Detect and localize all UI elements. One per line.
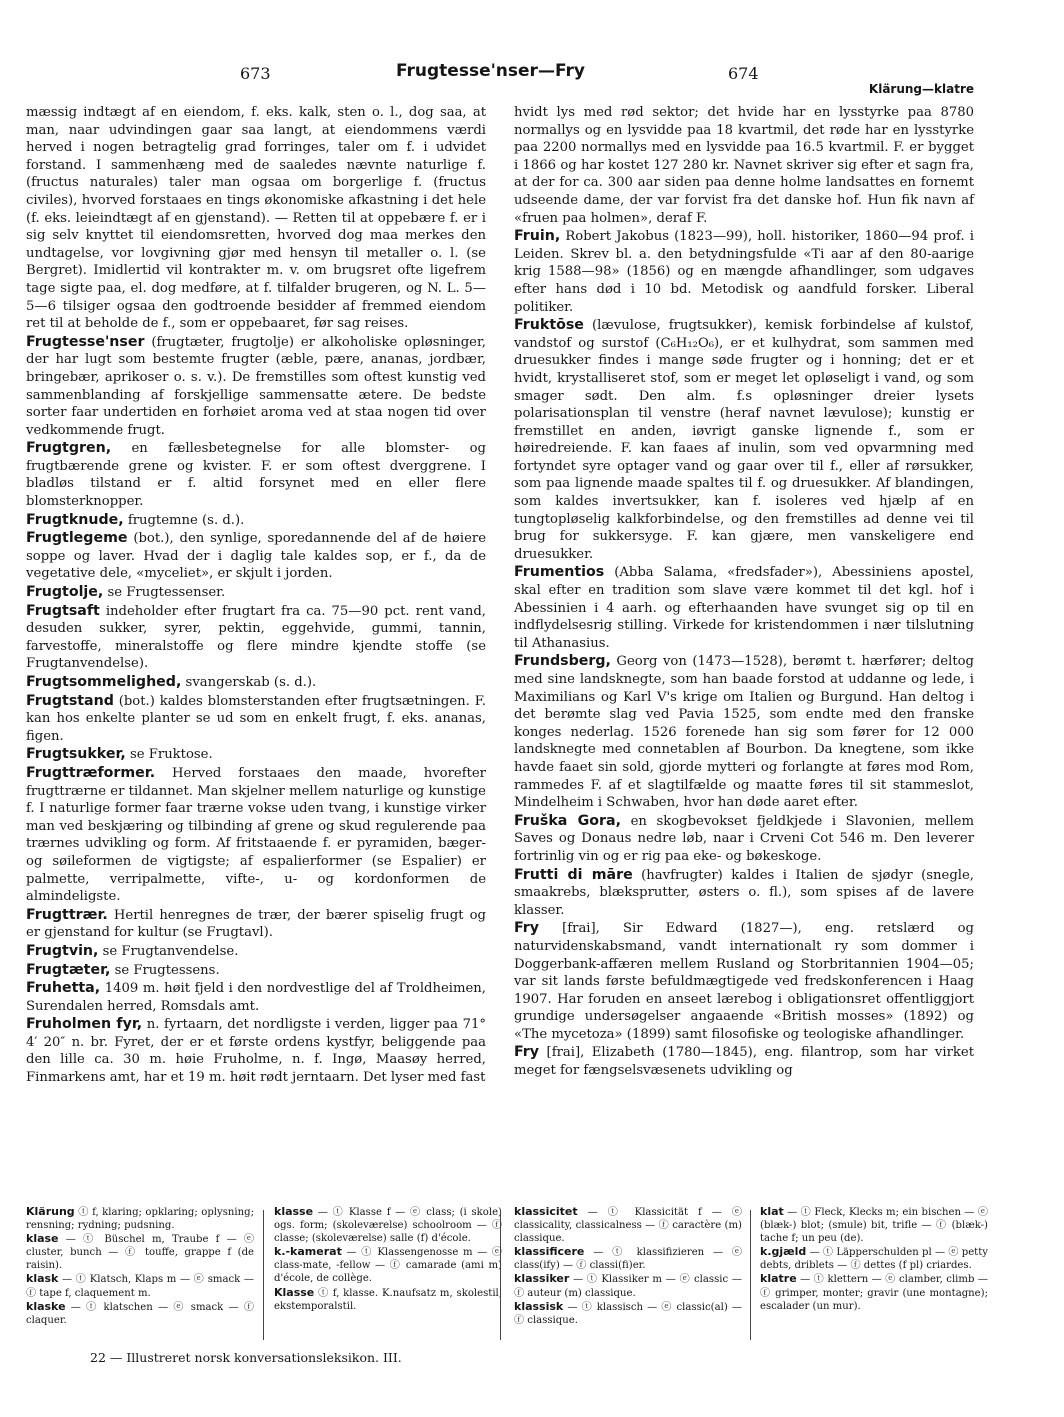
entry (514, 653, 974, 811)
entry-text: — ⓣ Fleck, Klecks m; ein bischen — ⓔ (blæk-) blot; (smule) bit, trifle — ⓕ (blæk-) tache f; un peu (de). (760, 1207, 988, 1245)
entry-headword: Frumentios (514, 564, 605, 581)
entry-text: Hertil henregnes de trær, der bærer spiselig frugt og er gjenstand for kultur (se Frugtavl). (26, 907, 486, 941)
header-title: Frugtesse'nser—Fry (396, 61, 585, 81)
entry (760, 1272, 988, 1312)
entry-text: [frai], Sir Edward (1827—), eng. retslærd og naturvidenskabsmand, vandt internationalt ry som dommer i Doggerbank-affæren mellem Rusland og Storbritannien 1904—05; var sit lands første befuldmægtigede ved fredskonferencen i Haag 1907. Har foruden en anseet lærebog i obligationsret offentliggjort grundige undersøgelser angaaende «British mosses» (1892) og «The mycetoza» (1899) samt filosofiske og teologiske afhandlinger. (514, 921, 974, 1042)
entry-text: se Fruktose. (125, 747, 213, 763)
entry-text: indeholder efter frugtart fra ca. 75—90 pct. rent vand, desuden sukker, syrer, pektin, eggehvide, gummi, tannin, farvestoffe, mineralstoffe og flere mindre kjendte stoffe (se Frugtanvendelse). (26, 603, 486, 672)
entry-headword: klassiker (514, 1272, 570, 1286)
entry (514, 1245, 742, 1272)
entry-text: en fællesbetegnelse for alle blomster- og frugtbærende grene og kvister. F. er som oftest dverggrene. I bladløs tilstand er f. altid forsynet med en eller flere blomsterknopper. (26, 441, 486, 510)
entry (274, 1245, 502, 1285)
entry-headword: klatre (760, 1272, 797, 1286)
entry-headword: Frundsberg, (514, 653, 611, 670)
entry-text: Georg von (1473—1528), berømt t. hærfører; deltog med sine landsknegte, som han baade forstod at uddanne og lede, i Maximilians og Karl V's krige om Italien og Burgund. Han deltog i det berømte slag ved Pavia 1525, som endte med den franske konges nederlag. 1526 forenede han sig som fører for 12 000 landsknegte med connetablen af Bourbon. Da knegtene, som ikke havde faaet sin sold, gjorde mytteri og forlangte at føres mod Rom, rammedes F. af et slagtilfælde og maatte føres til sit stammeslot, Mindelheim i Schwaben, hvor han døde aaret efter. (514, 654, 974, 811)
entry-text: frugtemne (s. d.). (123, 512, 245, 528)
entry (274, 1286, 502, 1313)
entry-text: [frai], Elizabeth (1780—1845), eng. filantrop, som har virket meget for fængselsvæsenets udvikling og (514, 1045, 974, 1079)
entry-text: en skogbevokset fjeldkjede i Slavonien, mellem Saves og Donaus nedre løb, naar i Crveni Cot 546 m. Den leverer fortrinlig vin og er rig paa eke- og bøkeskoge. (514, 813, 974, 864)
entry (26, 674, 486, 692)
entry-text: (Abba Salama, «fredsfader»), Abessiniens apostel, skal efter en tradition som slave være kommet til det kgl. hof i Abessinien i 4 aarh. og efterhaanden have svunget sig op til en indflydelsesrig stilling. Virkede for kristendommen i nær tilslutning til Athanasius. (514, 565, 974, 651)
entry-text: se Frugtessens. (110, 962, 220, 978)
entry-headword: Frutti di māre (514, 866, 633, 883)
entry-headword: klassicitet (514, 1205, 578, 1218)
bottom-signature-line: 22 — Illustreret norsk konversationsleksikon. III. (90, 1350, 402, 1365)
entry-headword: Fry (514, 1044, 540, 1061)
entry-headword: klassificere (514, 1245, 585, 1259)
entry-headword: Fry (514, 920, 540, 937)
entry-headword: Frugtknude, (26, 511, 124, 528)
entry-headword: Fruktōse (514, 317, 584, 334)
entry-headword: Frugtgren, (26, 440, 112, 457)
entry (514, 1272, 742, 1299)
entry-headword: klaske (26, 1299, 66, 1313)
entry-text: svangerskab (s. d.). (181, 675, 317, 690)
entry (26, 530, 486, 583)
entry-headword: Fruin, (514, 228, 561, 245)
entry-text: — ⓣ klassisch — ⓔ classic(al) — ⓕ classique. (514, 1301, 742, 1326)
entry-text: — ⓣ Büschel m, Traube f — ⓔ cluster, bunch — ⓕ touffe, grappe f (de raisin). (26, 1234, 254, 1272)
entry-headword: klask (26, 1272, 59, 1286)
entry (514, 867, 974, 920)
footnote-column-2 (274, 1205, 502, 1313)
entry (514, 564, 974, 652)
entry-headword: Frugtsommelighed, (26, 674, 182, 690)
entry-headword: Frugtsukker, (26, 746, 126, 763)
page-number-left: 673 (240, 64, 271, 83)
right-column (514, 104, 974, 1080)
entry-headword: Klärung (26, 1205, 75, 1218)
footnote-header-range: Klärung—klatre (868, 82, 974, 96)
entry (514, 920, 974, 1043)
entry (26, 334, 486, 440)
entry-headword: Fruholmen fyr, (26, 1016, 143, 1033)
entry-text: hvidt lys med rød sektor; det hvide har en lysstyrke paa 8780 normallys og en lysvidde paa 18 kvartmil, det røde har en lysstyrke paa 2200 normallys med en lysvidde paa 16.5 kvartmil. F. er bygget i 1866 og har kostet 127 280 kr. Navnet skriver sig efter et sagn fra, at der for ca. 300 aar siden paa denne holme landsattes en fornemt udseende dame, der var forvist fra det danske hof. Hun fik navn af «fruen paa holmen», deraf F. (514, 105, 974, 226)
footnote-column-1 (26, 1205, 254, 1327)
entry-text: — ⓣ Klassicität f — ⓔ classicality, classicalness — ⓕ caractère (m) classique. (514, 1207, 742, 1245)
entry-headword: Klasse (274, 1285, 315, 1299)
entry (26, 980, 486, 1015)
entry (26, 1300, 254, 1327)
entry (26, 512, 486, 530)
entry (26, 962, 486, 980)
entry (26, 907, 486, 942)
entry-text: (havfrugter) kaldes i Italien de sjødyr (snegle, smaakrebs, blæksprutter, østers o. fl.), som spises af de lavere klasser. (514, 867, 974, 918)
entry-headword: Fruhetta, (26, 980, 101, 997)
column-divider (263, 1210, 264, 1340)
entry (514, 317, 974, 563)
entry-headword: Frugtesse'nser (26, 333, 145, 350)
entry (514, 1044, 974, 1079)
entry (26, 943, 486, 961)
entry-text: — ⓣ klassifizieren — ⓔ class(ify) — ⓕ classi(fi)er. (514, 1247, 742, 1272)
left-column (26, 104, 486, 1087)
entry-headword: Frugtvin, (26, 942, 99, 959)
entry-text: se Frugtanvendelse. (98, 943, 239, 959)
entry-text: (frugtæter, frugtolje) er alkoholiske opløsninger, der har lugt som bestemte frugter (æble, pære, ananas, jordbær, bringebær, aprikoser o. s. v.). De fremstilles som oftest kunstig ved sammenblanding af forskjellige sammensatte ætere. De bedste sorter faar undertiden en forhøiet aroma ved at staa nogen tid over vedkommende frugt. (26, 334, 486, 438)
entry (26, 1272, 254, 1299)
column-divider (500, 1210, 501, 1340)
entry-headword: klassisk (514, 1299, 564, 1313)
entry-headword: Frugttræformer. (26, 764, 156, 781)
entry-headword: k.gjæld (760, 1245, 807, 1259)
entry-text: 1409 m. høit fjeld i den nordvestlige del af Troldheimen, Surendalen herred, Romsdals amt. (26, 981, 486, 1014)
entry-continuation (26, 104, 486, 333)
entry-headword: Frugtolje, (26, 584, 104, 601)
entry (274, 1205, 502, 1245)
footnote-column-4 (760, 1205, 988, 1313)
entry (26, 693, 486, 746)
entry-text: Herved forstaaes den maade, hvorefter frugttrærne er tildannet. Man skjelner mellem naturlige og kunstige f. I naturlige former faar trærne vokse uden tvang, i kunstige virker man ved beskjæring og tilbinding af grene og skud regulerende paa trærnes udvikling og form. Af fritstaaende f. er pyramiden, bæger- og søileformen de vigtigste; af espalierformer (se Espalier) er palmette, verripalmette, vifte-, u- og kordonformen de almindeligste. (26, 765, 486, 905)
entry-headword: Frugtæter, (26, 961, 111, 978)
entry (26, 765, 486, 906)
entry-text: ⓣ f, klasse. K.naufsatz m, skolestil, ekstemporalstil. (274, 1287, 502, 1312)
entry (26, 1016, 486, 1086)
entry-headword: Fruška Gora, (514, 812, 622, 829)
entry-continuation (514, 104, 974, 227)
entry-text: ⓣ f, klaring; opklaring; oplysning; rensning; rydning; pudsning. (26, 1207, 254, 1232)
entry-text: — ⓣ Klasse f — ⓔ class; (i skole) ogs. form; (skoleværelse) schoolroom — ⓕ classe; (skoleværelse) salle (f) d'école. (274, 1207, 502, 1245)
entry (514, 1205, 742, 1245)
entry (26, 603, 486, 673)
entry-text: — ⓣ Klatsch, Klaps m — ⓔ smack — ⓕ tape f, claquement m. (26, 1274, 254, 1299)
entry-text: n. fyrtaarn, det nordligste i verden, ligger paa 71° 4′ 20″ n. br. Fyret, der er et første ordens kystfyr, beliggende paa den lille ca. 30 m. høie Fruholme, n. f. Ingø, Maasøy herred, Finmarkens amt, har et 19 m. høit rødt jerntaarn. Det lyser med fast (26, 1017, 486, 1086)
entry (26, 440, 486, 510)
entry (514, 228, 974, 316)
entry-text: (bot.), den synlige, sporedannende del af de høiere soppe og laver. Hvad der i daglig tale kaldes sop, er f., da de vegetative dele, «myceliet», er skjult i jorden. (26, 531, 486, 582)
entry-text: — ⓣ klettern — ⓔ clamber, climb — ⓕ grimper, monter; gravir (une montagne); escalader (un mur). (760, 1274, 988, 1312)
entry-text: mæssig indtægt af en eiendom, f. eks. kalk, sten o. l., dog saa, at man, naar udvindingen gaar saa langt, at eiendommens værdi herved i nogen betragtelig grad forringes, taler om f. i udvidet forstand. I sammenhæng med de saaledes nævnte naturlige f. (fructus naturales) taler man ogsaa om borgerlige f. (fructus civiles), hvorved forstaaes en tings økonomiske afkastning i det hele (f. eks. leieindtægt af en gjenstand). — Retten til at oppebære f. er i sig selv knyttet til eiendomsretten, hvorved dog maa merkes den undtagelse, vor lovgivning gjør med hensyn til metaller o. l. (se Bergret). Imidlertid vil kontrakter m. v. om brugsret ofte ligefrem tage sigte paa, el. dog medføre, at f. tilfalder brugeren, og N. L. 5—5—6 tilsiger ogsaa den godtroende besidder af fremmed eiendom ret til at beholde de f., som er oppebaaret, før sag reises. (26, 105, 486, 332)
entry-text: — ⓣ Klassengenosse m — ⓔ class-mate, -fellow — ⓕ camarade (ami m) d'école, de collège. (274, 1247, 502, 1285)
entry-text: Robert Jakobus (1823—99), holl. historiker, 1860—94 prof. i Leiden. Skrev bl. a. den betydningsfulde «Ti aar af den 80-aarige krig 1588—98» (1856) og en mængde afhandlinger, som udgaves efter hans død i 10 bd. Metodisk og aandfuld forsker. Liberal politiker. (514, 229, 974, 315)
entry-headword: klat (760, 1205, 784, 1218)
entry-headword: klasse (274, 1205, 314, 1218)
entry-headword: Frugtstand (26, 692, 114, 709)
entry-headword: Frugttrær. (26, 906, 108, 923)
entry (26, 584, 486, 602)
entry (26, 1232, 254, 1272)
entry (514, 813, 974, 866)
entry (760, 1245, 988, 1272)
entry-text: se Frugtessenser. (103, 585, 226, 601)
entry-headword: Frugtlegeme (26, 530, 128, 547)
entry-text: (bot.) kaldes blomsterstanden efter frugtsætningen. F. kan hos enkelte planter se ud som en enkelt frugt, f. eks. ananas, figen. (26, 693, 486, 744)
entry-headword: k.-kamerat (274, 1245, 342, 1259)
footnote-column-3 (514, 1205, 742, 1327)
entry-text: — ⓣ Läpperschulden pl — ⓔ petty debts, driblets — ⓕ dettes (f pl) criardes. (760, 1247, 988, 1272)
entry-text: — ⓣ klatschen — ⓔ smack — ⓕ claquer. (26, 1301, 254, 1326)
entry-headword: klase (26, 1232, 59, 1246)
entry-text: — ⓣ Klassiker m — ⓔ classic — ⓕ auteur (m) classique. (514, 1274, 742, 1299)
entry (26, 1205, 254, 1232)
page-number-right: 674 (728, 64, 759, 83)
entry (26, 746, 486, 764)
entry (760, 1205, 988, 1245)
entry (514, 1300, 742, 1327)
column-divider (750, 1210, 751, 1340)
entry-headword: Frugtsaft (26, 602, 100, 619)
entry-text: (lævulose, frugtsukker), kemisk forbindelse af kulstof, vandstof og surstof (C₆H₁₂O₆), er et kulhydrat, som sammen med druesukker findes i mange søde frugter og i honning; det er et hvidt, krystalliseret stof, som er meget let opløseligt i vand, og som smager sødt. Den alm. f.s opløsninger dreier lysets polarisationsplan til venstre (heraf navnet lævulose); kunstig er fremstillet en anden, iøvrigt ganske lignende f., som er høiredreiende. F. kan faaes af inulin, som ved opvarmning med fortyndet syre optager vand og gaar over til f., eller af rørsukker, som paa lignende maade spaltes til f. og druesukker. Af blandingen, som kaldes invertsukker, kan f. isoleres ved hjælp af en tungtopløselig kalkforbindelse, og den fremstilles ad denne vei til brug for sukkersyge. F. kan gjære, men vanskeligere end druesukker. (514, 318, 974, 562)
